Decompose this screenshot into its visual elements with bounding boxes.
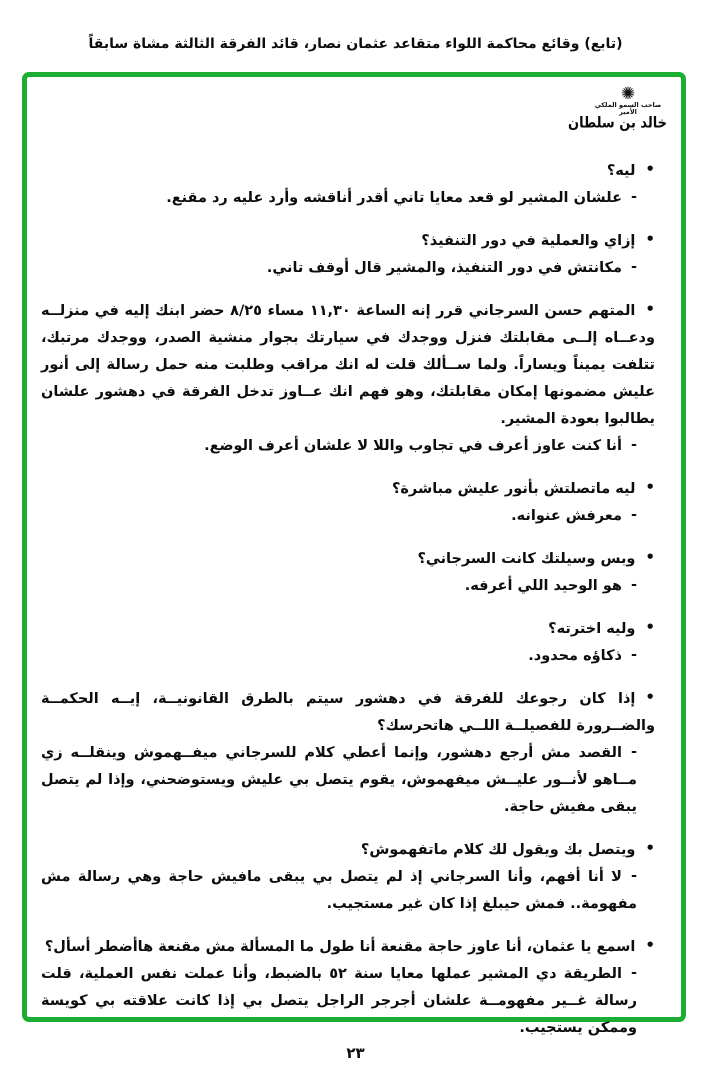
qa-group — [41, 545, 655, 600]
question-item — [41, 615, 655, 643]
answer-item-text: لا أنا أفهم، وأنا السرجاني إذ لم يتصل بي يبقى مافيش حاجة وهي رسالة مش مفهومة.. فمش حيبلغ إذا كان غير مستجيب. — [41, 869, 637, 912]
bullet-icon: • — [645, 548, 655, 566]
question-item — [41, 157, 655, 185]
qa-group — [41, 297, 655, 460]
dash-icon: - — [630, 507, 637, 523]
answer-item — [41, 185, 655, 212]
bullet-icon: • — [645, 478, 655, 496]
bullet-icon: • — [645, 230, 655, 248]
question-item-text: إذا كان رجوعك للفرقة في دهشور سيتم بالطرق القانونيــة، إيــه الحكمــة والضــرورة للفصيلــة اللــي هاتحرسك؟ — [41, 691, 655, 734]
answer-item-text: الطريقة دي المشير عملها معايا سنة ٥٢ بالضبط، وأنا عملت نفس العملية، قلت رسالة غــير مفهومــة علشان أجرجر الراجل يتصل بي إذا كانت علاقته بي كويسة وممكن يستجيب. — [41, 966, 637, 1036]
answer-item — [41, 961, 655, 1042]
content-frame — [22, 72, 686, 1036]
dash-icon: - — [630, 647, 637, 663]
bullet-icon: • — [645, 160, 655, 178]
question-item — [41, 685, 655, 740]
dash-icon: - — [630, 259, 637, 275]
dash-icon: - — [630, 437, 637, 453]
bullet-icon: • — [645, 936, 655, 954]
answer-item-text: مكانتش في دور التنفيذ، والمشير قال أوقف تاني. — [266, 260, 622, 276]
question-item-text: وبس وسيلتك كانت السرجاني؟ — [417, 551, 636, 567]
bullet-icon: • — [645, 618, 655, 636]
question-item — [41, 836, 655, 864]
question-item-text: ليه ماتصلتش بأنور عليش مباشرة؟ — [391, 481, 636, 497]
page-header-title: (تابع) وقائع محاكمة اللواء متقاعد عثمان نصار، قائد الفرقة الثالثة مشاة سابقاً — [88, 36, 623, 52]
question-item — [41, 475, 655, 503]
qa-group — [41, 685, 655, 821]
bullet-icon: • — [645, 300, 655, 318]
page-number: ٢٣ — [346, 1044, 365, 1062]
qa-group — [41, 227, 655, 282]
question-item-text: اسمع يا عثمان، أنا عاوز حاجة مقنعة أنا طول ما المسألة مش مقنعة هاأضطر أسأل؟ — [44, 939, 636, 955]
answer-item-text: علشان المشير لو قعد معايا تاني أقدر أناقشه وأرد عليه رد مقنع. — [166, 190, 622, 206]
dash-icon: - — [630, 868, 637, 884]
dialogue-list — [41, 157, 655, 1057]
stamp-name-text: خالد بن سلطان — [567, 114, 667, 132]
answer-item-text: أنا كنت عاوز أعرف في تجاوب واللا لا علشان أعرف الوضع. — [204, 438, 622, 454]
answer-item-text: هو الوحيد اللي أعرفه. — [464, 578, 622, 594]
dash-icon: - — [630, 577, 637, 593]
dash-icon: - — [630, 744, 637, 760]
question-item-text: ليه؟ — [606, 163, 636, 179]
answer-item — [41, 503, 655, 530]
question-item — [41, 933, 655, 961]
question-item-text: ويتصل بك ويقول لك كلام ماتفهموش؟ — [360, 842, 636, 858]
question-item-text: وليه اخترته؟ — [548, 621, 636, 637]
stamp-ornament-icon: ✺ — [620, 84, 636, 104]
qa-group — [41, 615, 655, 670]
qa-group — [41, 933, 655, 1042]
question-item — [41, 297, 655, 433]
answer-item — [41, 740, 655, 821]
bullet-icon: • — [645, 839, 655, 857]
dash-icon: - — [630, 965, 637, 981]
answer-item — [41, 573, 655, 600]
khalid-bin-sultan-stamp — [567, 84, 667, 132]
question-item — [41, 227, 655, 255]
qa-group — [41, 157, 655, 212]
qa-group — [41, 836, 655, 918]
bullet-icon: • — [645, 688, 655, 706]
answer-item — [41, 255, 655, 282]
answer-item-text: ذكاؤه محدود. — [528, 648, 622, 664]
question-item-text: إزاي والعملية في دور التنفيذ؟ — [421, 233, 636, 249]
question-item-text: المتهم حسن السرجاني قرر إنه الساعة ١١,٣٠ مساء ٨/٢٥ حضر ابنك إليه في منزلــه ودعــاه إلــى مقابلتك فنزل ووجدك في سيارتك بجوار منشية الصدر، ووجدك مرتبك، تتلفت يميناً ويساراً. ولما ســألك قلت له انك مراقب وطلبت منه حمل رسالة إلى أنور عليش مضمونها إمكان مقابلتك، وهو فهم انك عــاوز تدخل الفرقة في دهشور علشان يطالبوا بعودة المشير. — [41, 303, 655, 427]
answer-item-text: القصد مش أرجع دهشور، وإنما أعطي كلام للسرجاني ميفــهموش وينقلــه زي مــاهو لأنــور عليــش ميفهموش، يقوم يتصل بي عليش ويستوضحني، وإذا لم يتصل يبقى مفيش حاجة. — [41, 745, 637, 815]
dash-icon: - — [630, 189, 637, 205]
answer-item — [41, 433, 655, 460]
answer-item — [41, 643, 655, 670]
question-item — [41, 545, 655, 573]
qa-group — [41, 475, 655, 530]
answer-item-text: معرفش عنوانه. — [511, 508, 622, 524]
stamp-tiny-text: صاحب السمو الملكي الأمير — [594, 101, 662, 116]
answer-item — [41, 864, 655, 918]
